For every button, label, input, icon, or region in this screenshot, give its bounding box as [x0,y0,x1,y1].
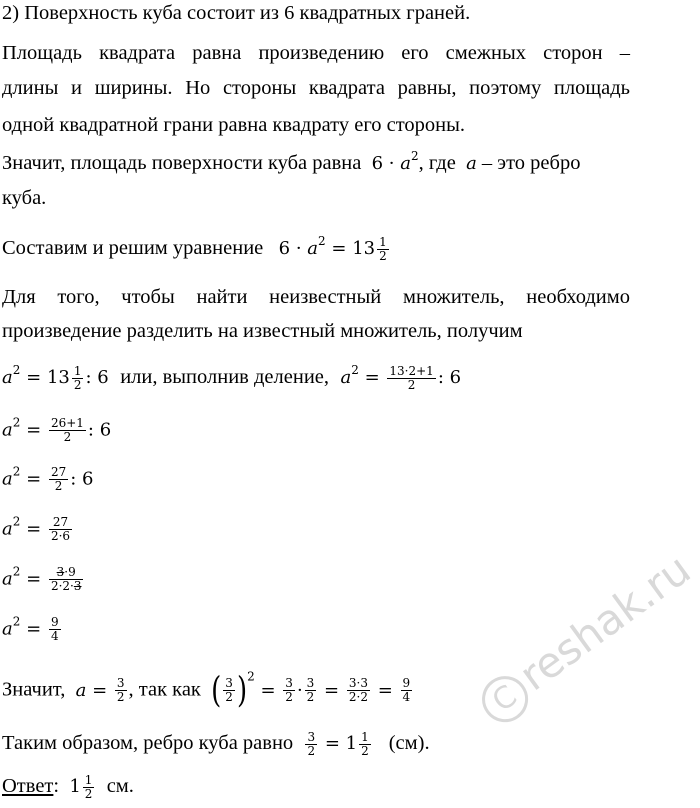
text: Значит, площадь поверхности куба равна [2,152,362,174]
den: 2 [84,786,93,801]
line-intro: 2) Поверхность куба состоит из 6 квадратных граней. [2,2,471,24]
den: 2 [73,377,82,392]
num: 1 [73,363,82,378]
exp: 2 [12,415,21,430]
line-square-area: Площадь квадрата равна произведению его смежных сторон – [2,42,630,64]
den: 2 [225,690,233,705]
var-a: a [2,518,13,540]
dot: · [296,679,303,701]
whole: 1 [345,733,358,754]
eq: = [331,238,347,259]
paren: ) [236,670,248,711]
eq: = [26,468,42,490]
exp: 2 [411,149,419,163]
rest: ·9 [64,565,76,579]
answer-value [69,772,96,801]
var-a: a [307,238,319,259]
var-a: a [2,367,13,388]
fraction [223,677,235,704]
num [49,566,84,580]
den: 2·6 [50,529,71,543]
line-face-area: одной квадратной грани равна квадрату его стороны. [2,114,466,136]
line-answer [2,773,134,801]
var-a: a [400,153,411,174]
var-a: a [2,568,13,590]
var-a: a [2,419,13,441]
num: 3 [285,676,293,691]
den: 2 [361,743,369,758]
line-step-2 [2,417,111,444]
line-step-1 [2,364,461,392]
coef: 6 · [371,153,395,174]
line-rule-1: Для того, чтобы найти неизвестный множитель, необходимо [2,286,630,308]
line-edge [2,730,430,758]
exp: 2 [318,234,326,248]
exp: 2 [12,363,21,377]
num: 3·3 [348,676,368,691]
text: или, выполнив деление, [120,366,330,388]
den: 2 [54,479,63,493]
den: 2 [307,743,316,758]
answer-unit: см. [106,775,134,797]
paren: ( [211,670,222,711]
num: 3 [116,676,125,691]
check [211,669,414,711]
divide: : 6 [437,367,462,388]
num: 27 [49,516,72,530]
fraction-half [377,236,389,263]
equation [278,234,391,263]
fraction [115,677,127,704]
line-conclusion [2,669,414,711]
line-equation [2,235,391,263]
den: 4 [402,690,411,705]
line-rule-2: произведение разделить на известный множитель, получим [2,320,523,342]
den [49,580,84,593]
fraction [283,677,295,704]
copyright-icon: C [473,667,537,731]
text: – это ребро [481,152,581,174]
text: , так как [128,678,201,701]
result [75,676,129,705]
num: 1 [379,234,387,249]
divide: : 6 [87,419,112,441]
cancelled: 3 [56,565,65,579]
edge-value [303,729,378,758]
eq: = [324,733,340,754]
formula-6a2 [371,149,419,174]
watermark [470,544,700,731]
var-a: a [2,618,13,640]
exp: 2 [351,363,359,377]
den: 2 [63,430,72,444]
line-step-5 [2,566,85,593]
num: 26+1 [50,416,84,430]
num: 27 [50,465,67,479]
text: Составим и решим уравнение [2,237,264,259]
den: 2·2 [348,690,368,705]
eq: = [26,518,42,540]
den: 2 [285,690,293,705]
eq: = [26,568,42,590]
fraction [49,516,72,543]
fraction-half [83,774,95,801]
fraction-half [72,365,84,392]
fraction-half [359,731,371,758]
fraction [49,466,68,493]
line-surface-formula [2,150,580,177]
whole: 1 [69,776,81,797]
text: , где [418,152,456,174]
divide: : 6 [85,367,109,388]
line-step-6 [2,616,63,643]
whole: 13 [352,238,376,259]
fraction [305,731,317,758]
eq: = [377,679,393,701]
num: 3 [307,729,316,744]
var-a: a [75,679,87,701]
var-a: a [2,468,13,490]
line-step-4 [2,516,74,543]
den: 2 [379,248,387,263]
num: 13·2+1 [389,363,434,378]
eq: = [364,367,380,388]
fraction [305,677,317,704]
num: 9 [50,615,59,629]
num: 3 [306,676,315,691]
den: 4 [50,629,59,643]
eq: = [26,618,42,640]
colon: : [53,775,60,797]
var-a: a [466,153,477,174]
num: 1 [361,729,369,744]
line-sides-equal: длины и ширины. Но стороны квадрата равны, поэтому площадь [2,77,630,99]
cancelled: 3 [73,579,82,593]
var-a: a [340,367,352,388]
text: Значит, [2,678,66,701]
divide: : 6 [70,468,94,490]
eq: = [92,679,108,701]
whole: 13 [46,367,70,388]
coef: 6 · [278,238,302,259]
answer-label: Ответ [2,775,54,797]
line-cube: куба. [2,187,47,209]
fraction [401,677,413,704]
exp: 2 [12,464,21,479]
text: (см). [388,732,430,754]
eq: = [324,679,340,701]
num: 9 [402,676,411,691]
watermark-text: reshak.ru [510,544,700,701]
exp: 2 [12,514,21,529]
text: Таким образом, ребро куба равно [2,732,294,754]
exp: 2 [12,564,21,579]
eq: = [260,679,276,701]
den: 2 [306,690,315,705]
fraction [347,677,370,704]
fraction [387,365,435,392]
exp: 2 [12,614,21,629]
rest: 2·2· [50,579,74,593]
num: 3 [225,676,233,691]
den: 2 [407,377,416,392]
num: 1 [84,772,93,787]
fraction [49,616,61,643]
den: 2 [116,690,125,705]
eq: = [26,367,42,388]
exp: 2 [247,669,255,683]
eq: = [26,419,42,441]
fraction-cancel [49,566,84,593]
fraction [49,417,86,444]
line-step-3 [2,466,93,493]
